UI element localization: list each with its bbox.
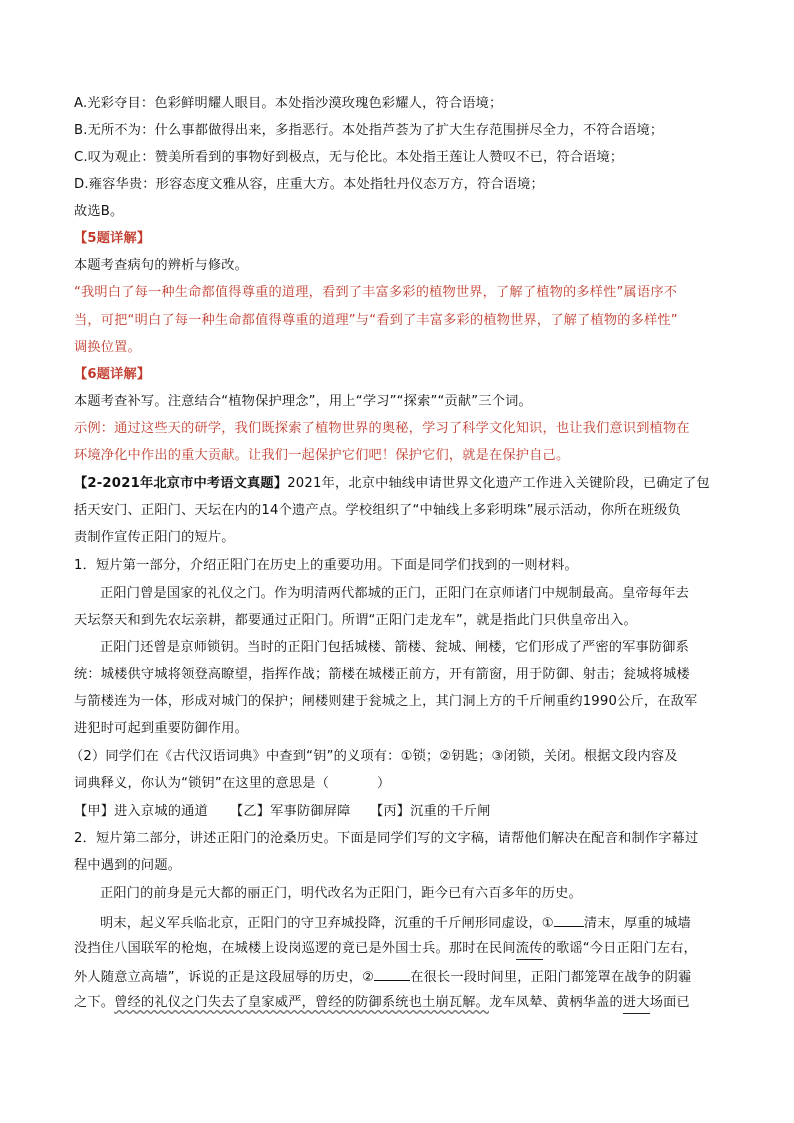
text-line-4 <box>74 966 691 988</box>
passage2-intro-2: 括天安门、正阳门、天坛在内的14个遗产点。学校组织了“中轴线上多彩明珠”展示活动，你所在班级负 <box>74 503 681 518</box>
section2-prompt-2: 程中遇到的问题。 <box>74 858 182 873</box>
section2-prompt-1: 2．短片第二部分，讲述正阳门的沧桑历史。下面是同学们写的文字稿，请帮他们解决在配音和制作字幕过 <box>74 831 699 846</box>
wavy-underlined-sentence: 曾经的礼仪之门失去了皇家威严，曾经的防御系统也土崩瓦解。 <box>114 995 490 1010</box>
q5-line-2: “我明白了每一种生命都值得尊重的道理，看到了丰富多彩的植物世界，了解了植物的多样性”属语序不 <box>74 285 678 300</box>
text-line-5a: 之下。 <box>74 995 115 1010</box>
text-line-1: 正阳门的前身是元大都的丽正门，明代改名为正阳门，距今已有六百多年的历史。 <box>100 886 582 901</box>
section1-prompt: 1．短片第一部分，介绍正阳门在历史上的重要功用。下面是同学们找到的一则材料。 <box>74 558 578 573</box>
material-2-line-2: 统：城楼供守城将领登高瞭望，指挥作战；箭楼在城楼正前方，开有箭窗，用于防御、射击；瓮城将城楼 <box>74 667 690 682</box>
passage2-intro-text: 2021年，北京中轴线申请世界文化遗产工作进入关键阶段，已确定了包 <box>287 476 710 491</box>
option-c-explanation: C.叹为观止：赞美所看到的事物好到极点，无与伦比。本处指王莲让人赞叹不已，符合语境； <box>74 150 624 165</box>
text-line-5 <box>74 993 690 1014</box>
underlined-word-bengda: 迸大 <box>623 993 650 1014</box>
passage2-intro-3: 责制作宣传正阳门的短片。 <box>74 530 235 545</box>
question-2-line-1: （2）同学们在《古代汉语词典》中查到“钥”的义项有：①锁；②钥匙；③闭锁，关闭。根据文段内容及 <box>70 749 678 764</box>
text-line-4a: 外人随意立高墙”，诉说的正是这段屈辱的历史，② <box>74 970 375 985</box>
blank-1 <box>554 912 584 927</box>
material-1-line-2: 天坛祭天和到先农坛亲耕，都要通过正阳门。所谓“正阳门走龙车”，就是指此门只供皇帝出入。 <box>74 613 637 628</box>
text-line-3a: 没挡住八国联军的枪炮，在城楼上设岗巡逻的竟已是外国士兵。那时在民间 <box>74 941 516 956</box>
q5-line-4: 调换位置。 <box>74 340 141 355</box>
text-line-2a: 明末，起义军兵临北京，正阳门的守卫弃城投降，沉重的千斤闸形同虚设，① <box>100 916 554 931</box>
material-2-line-3: 与箭楼连为一体，形成对城门的保护；闸楼则建于瓮城之上，其门洞上方的千斤闸重约1990公斤，在敌军 <box>74 694 698 709</box>
question-2-close-paren: ） <box>377 776 391 791</box>
material-2-line-4: 进犯时可起到重要防御作用。 <box>74 721 249 736</box>
option-a-explanation: A.光彩夺目：色彩鲜明耀人眼目。本处指沙漠玫瑰色彩耀人，符合语境； <box>74 96 503 111</box>
blank-2 <box>374 966 410 981</box>
q6-heading: 【6题详解】 <box>74 367 151 382</box>
option-jia: 【甲】进入京城的通道 <box>74 804 208 819</box>
question-2-line-2 <box>74 774 390 794</box>
answer-line: 故选B。 <box>74 204 124 219</box>
option-d-explanation: D.雍容华贵：形容态度文雅从容，庄重大方。本处指牡丹仪态万方，符合语境； <box>74 177 544 192</box>
q6-line-3: 环境净化中作出的重大贡献。让我们一起保护它们吧！保护它们，就是在保护自己。 <box>74 448 570 463</box>
material-2-line-1: 正阳门还曾是京师锁钥。当时的正阳门包括城楼、箭楼、瓮城、闸楼，它们形成了严密的军事防御系 <box>100 640 690 655</box>
option-yi: 【乙】军事防御屏障 <box>230 804 351 819</box>
q5-heading: 【5题详解】 <box>74 231 151 246</box>
text-line-2 <box>100 912 691 934</box>
q6-line-2: 示例：通过这些天的研学，我们既探索了植物世界的奥秘，学习了科学文化知识，也让我们意识到植物在 <box>74 421 690 436</box>
text-line-3b: 的歌谣“今日正阳门左右， <box>542 941 697 956</box>
option-bing: 【丙】沉重的千斤闸 <box>370 804 491 819</box>
text-line-4b: 在很长一段时间里，正阳门都笼罩在战争的阴霾 <box>410 970 692 985</box>
option-b-explanation: B.无所不为：什么事都做得出来，多指恶行。本处指芦荟为了扩大生存范围拼尽全力，不符合语境； <box>74 123 664 138</box>
underlined-word-liuchuan: 流传 <box>516 939 543 960</box>
text-line-3 <box>74 939 697 960</box>
text-line-5b: 龙车凤辇、黄柄华盖的 <box>489 995 623 1010</box>
passage2-intro-1 <box>74 474 710 494</box>
text-line-2b: 清末，厚重的城墙 <box>583 916 691 931</box>
question-2-prompt: 词典释义，你认为“锁钥”在这里的意思是（ <box>74 776 330 791</box>
material-1-line-1: 正阳门曾是国家的礼仪之门。作为明清两代都城的正门，正阳门在京师诸门中规制最高。皇帝每年去 <box>100 586 690 601</box>
passage2-source: 【2-2021年北京市中考语文真题】 <box>74 476 288 491</box>
q5-line-3: 当，可把“明白了每一种生命都值得尊重的道理”与“看到了丰富多彩的植物世界，了解了植物的多样性” <box>74 313 678 328</box>
q6-line-1: 本题考查补写。注意结合“植物保护理念”，用上“学习”“探索”“贡献”三个词。 <box>74 394 532 409</box>
q5-line-1: 本题考查病句的辨析与修改。 <box>74 258 249 273</box>
text-line-5c: 场面已 <box>649 995 690 1010</box>
